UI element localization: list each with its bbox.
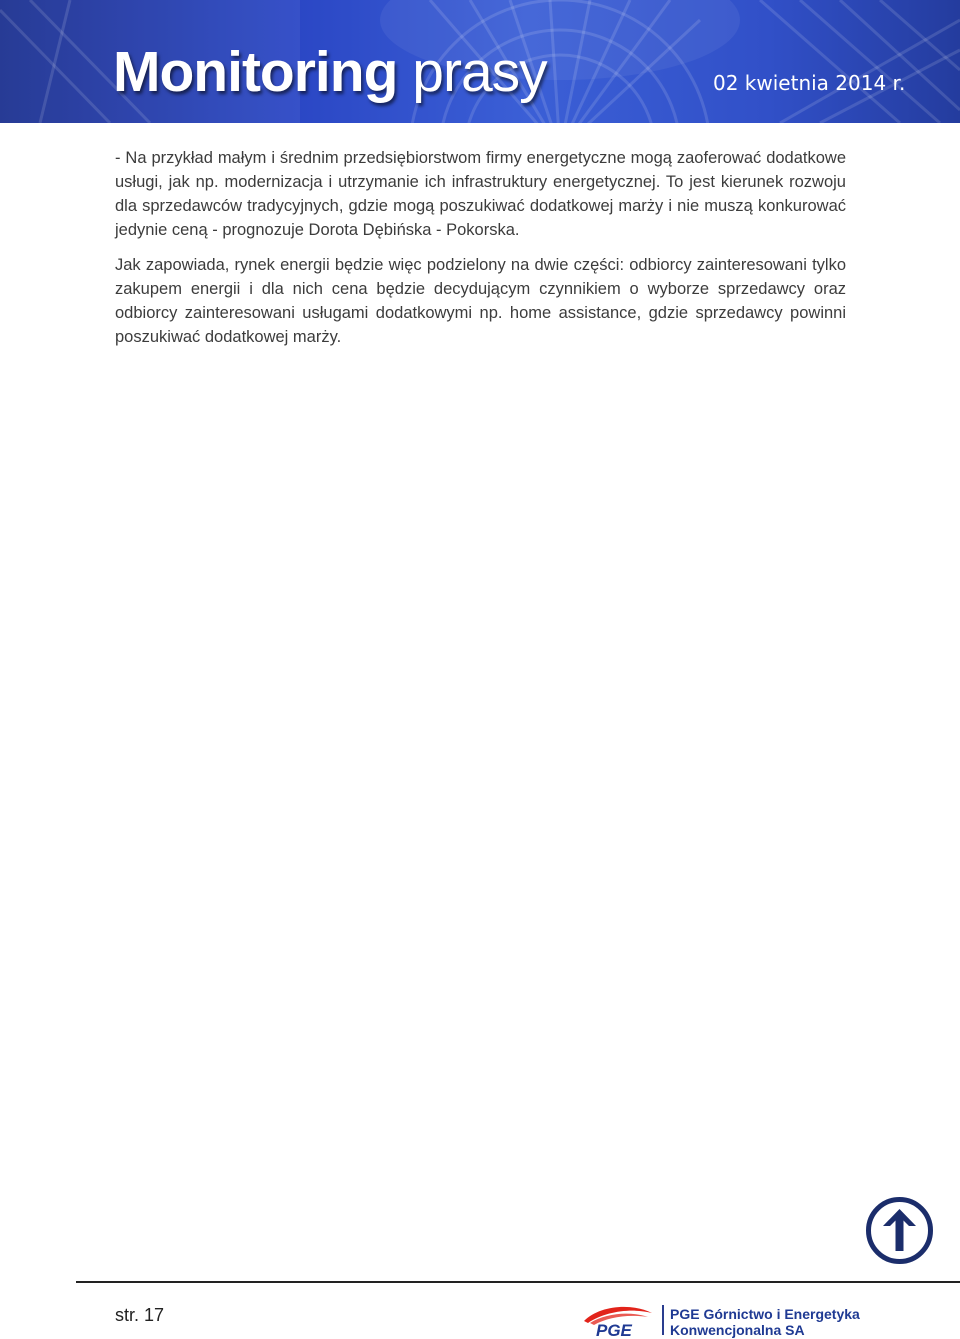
company-name-line2: Konwencjonalna SA	[670, 1322, 805, 1338]
paragraph-quote: - Na przykład małym i średnim przedsiębiorstwom firmy energetyczne mogą zaoferować dodatkowe usługi, jak np. modernizacja i utrzymanie ich infrastruktury energetycznej. To jest kierunek rozwoju dla sprzedawców tradycyjnych, gdzie mogą poszukiwać dodatkowej marży i nie muszą konkurować jedynie ceną - prognozuje Dorota Dębińska - Pokorska.	[115, 149, 846, 239]
header-banner	[0, 0, 960, 123]
header-title	[113, 40, 547, 104]
company-name-line1: PGE Górnictwo i Energetyka	[670, 1306, 860, 1322]
footer-divider	[662, 1305, 664, 1335]
page-number: str. 17	[115, 1305, 165, 1325]
pge-logo	[580, 1303, 660, 1339]
article-body	[115, 146, 846, 360]
company-name	[670, 1306, 860, 1338]
footer-rule	[76, 1281, 960, 1283]
svg-text:PGE: PGE	[596, 1321, 632, 1339]
issue-date: 02 kwietnia 2014 r.	[713, 71, 906, 95]
header-title-monitoring: Monitoring	[113, 40, 398, 104]
arrow-up-circle-icon[interactable]	[865, 1196, 934, 1265]
paragraph-summary: Jak zapowiada, rynek energii będzie więc podzielony na dwie części: odbiorcy zainteresowani tylko zakupem energii i dla nich cena będzie decydującym czynnikiem o wyborze sprzedawcy oraz odbiorcy zainteresowani usługami dodatkowymi np. home assistance, gdzie sprzedawcy powinni poszukiwać dodatkowej marży.	[115, 256, 846, 346]
header-title-prasy: prasy	[412, 40, 547, 104]
